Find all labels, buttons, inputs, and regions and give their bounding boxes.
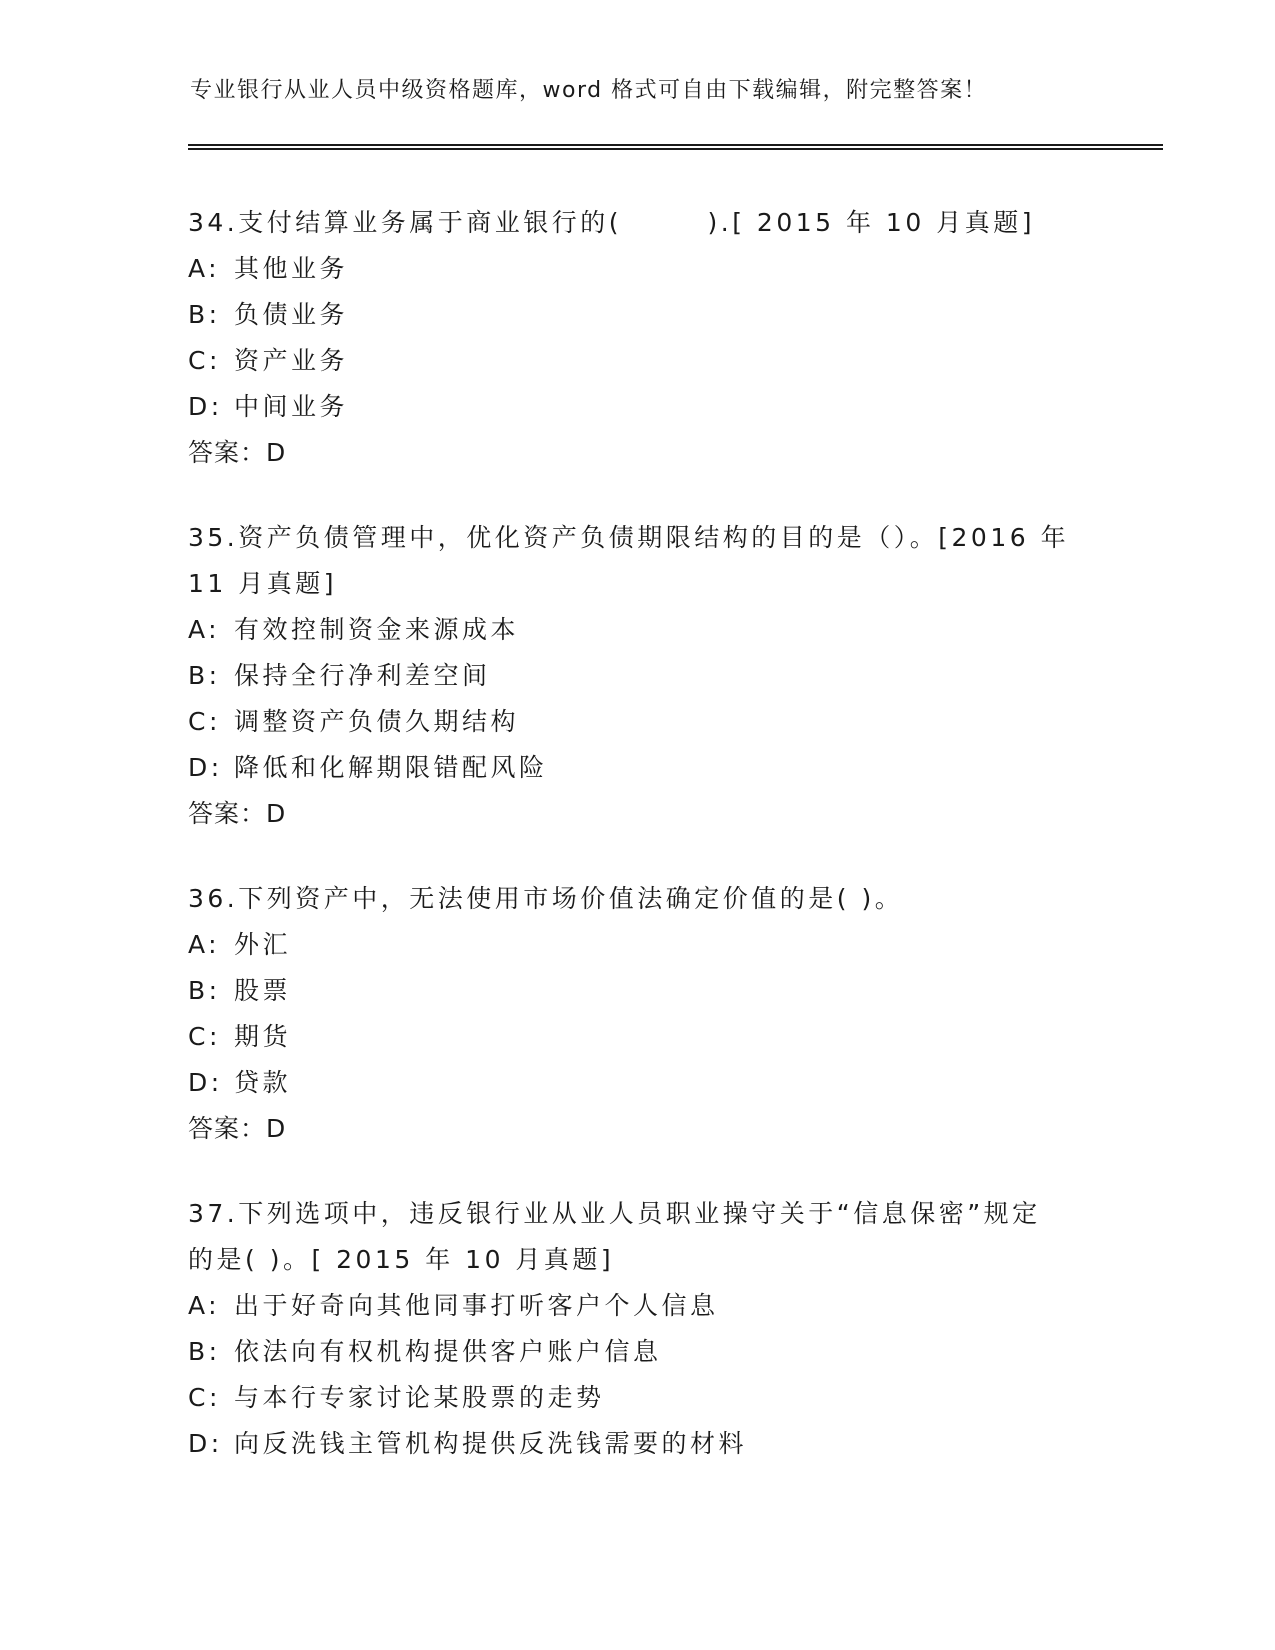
option-a xyxy=(188,922,1088,968)
answer-line: 答案：D xyxy=(188,799,287,828)
question-34 xyxy=(188,200,1088,476)
question-text-line: 34.支付结算业务属于商业银行的( ).[ 2015 年 10 月真题] xyxy=(188,208,1035,237)
question-text-line: 35.资产负债管理中，优化资产负债期限结构的目的是（）。[2016 年 xyxy=(188,523,1070,552)
option-d xyxy=(188,384,1088,430)
option-letter: C: xyxy=(188,1022,221,1051)
option-b xyxy=(188,292,1088,338)
option-text: 股票 xyxy=(234,976,292,1005)
option-b xyxy=(188,653,1088,699)
option-letter: B: xyxy=(188,661,221,690)
option-text: 贷款 xyxy=(234,1068,292,1097)
question-text-line: 11 月真题] xyxy=(188,569,338,598)
option-text: 其他业务 xyxy=(234,254,349,283)
question-text-line: 的是( )。[ 2015 年 10 月真题] xyxy=(188,1245,615,1274)
question-text-line: 37.下列选项中，违反银行业从业人员职业操守关于“信息保密”规定 xyxy=(188,1199,1041,1228)
option-text: 向反洗钱主管机构提供反洗钱需要的材料 xyxy=(234,1429,748,1458)
option-c xyxy=(188,338,1088,384)
question-37 xyxy=(188,1191,1088,1467)
option-text: 期货 xyxy=(234,1022,292,1051)
option-text: 与本行专家讨论某股票的走势 xyxy=(234,1383,605,1412)
option-d xyxy=(188,1421,1088,1467)
option-a xyxy=(188,1283,1088,1329)
option-letter: B: xyxy=(188,1337,221,1366)
option-d xyxy=(188,745,1088,791)
option-text: 资产业务 xyxy=(234,346,349,375)
option-text: 依法向有权机构提供客户账户信息 xyxy=(234,1337,662,1366)
option-letter: D: xyxy=(188,392,223,421)
option-text: 中间业务 xyxy=(234,392,349,421)
option-letter: C: xyxy=(188,1383,221,1412)
answer-line: 答案：D xyxy=(188,438,287,467)
option-c xyxy=(188,1014,1088,1060)
option-letter: A: xyxy=(188,1291,221,1320)
option-letter: B: xyxy=(188,976,221,1005)
option-text: 保持全行净利差空间 xyxy=(234,661,491,690)
option-letter: D: xyxy=(188,1429,223,1458)
option-b xyxy=(188,1329,1088,1375)
option-a xyxy=(188,607,1088,653)
question-list xyxy=(188,200,1088,1506)
option-a xyxy=(188,246,1088,292)
option-text: 调整资产负债久期结构 xyxy=(234,707,520,736)
option-letter: A: xyxy=(188,615,221,644)
option-text: 有效控制资金来源成本 xyxy=(234,615,520,644)
question-text-line: 36.下列资产中，无法使用市场价值法确定价值的是( )。 xyxy=(188,884,904,913)
page-header: 专业银行从业人员中级资格题库，word 格式可自由下载编辑，附完整答案！ xyxy=(190,78,988,103)
option-letter: B: xyxy=(188,300,221,329)
question-35 xyxy=(188,515,1088,837)
option-c xyxy=(188,1375,1088,1421)
option-b xyxy=(188,968,1088,1014)
answer-line: 答案：D xyxy=(188,1114,287,1143)
option-letter: C: xyxy=(188,707,221,736)
option-letter: A: xyxy=(188,930,221,959)
option-letter: D: xyxy=(188,1068,223,1097)
option-c xyxy=(188,699,1088,745)
option-d xyxy=(188,1060,1088,1106)
option-text: 降低和化解期限错配风险 xyxy=(234,753,548,782)
option-text: 负债业务 xyxy=(234,300,349,329)
option-letter: A: xyxy=(188,254,221,283)
option-letter: C: xyxy=(188,346,221,375)
option-letter: D: xyxy=(188,753,223,782)
header-double-rule xyxy=(188,144,1163,150)
option-text: 外汇 xyxy=(234,930,292,959)
question-36 xyxy=(188,876,1088,1152)
option-text: 出于好奇向其他同事打听客户个人信息 xyxy=(234,1291,719,1320)
